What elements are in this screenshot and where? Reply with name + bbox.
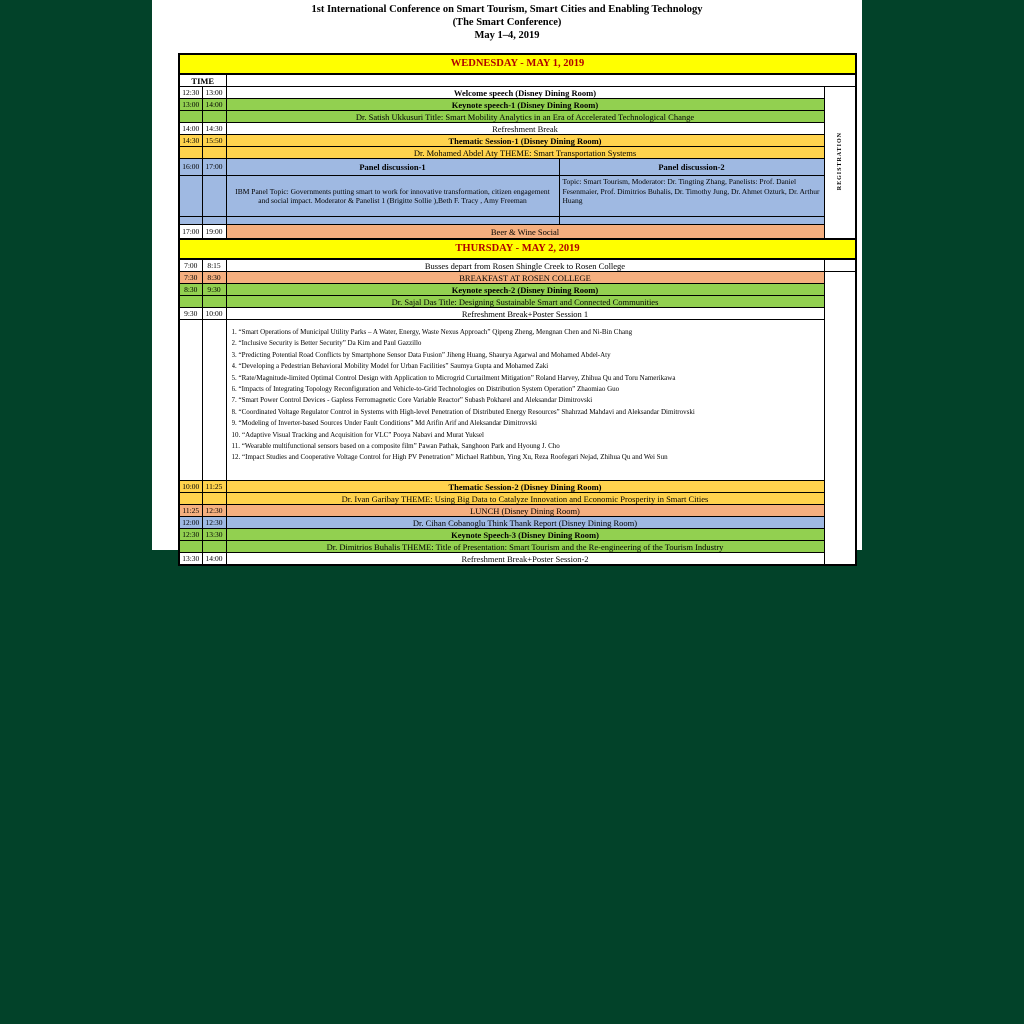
time-end-cell: 8:30 [202, 272, 226, 284]
thursday-header-row [179, 239, 856, 259]
poster-item: 8. “Coordinated Voltage Regulator Control in Systems with High-level Penetration of Distributed Energy Resources” Shahrzad Mahdavi and Aleksandar Dimitrovski [231, 407, 695, 416]
conference-title [152, 0, 862, 42]
keynote3-row [179, 529, 856, 541]
time-header-row [179, 74, 856, 87]
time-start-cell [179, 217, 202, 225]
breakfast-row [179, 272, 856, 284]
keynote3-title-row [179, 541, 856, 553]
registration-label: REGISTRATION [836, 132, 843, 191]
keynote2-title-row [179, 296, 856, 308]
time-end-cell: 10:00 [202, 308, 226, 320]
time-start-cell [179, 541, 202, 553]
time-start-cell [179, 320, 202, 481]
time-start-cell [179, 147, 202, 159]
poster-session-row [179, 320, 856, 481]
time-start-cell: 16:00 [179, 159, 202, 176]
event-cell: Thematic Session-2 (Disney Dining Room) [226, 481, 824, 493]
conference-title-line2: (The Smart Conference) [452, 17, 562, 28]
event-cell: Dr. Satish Ukkusuri Title: Smart Mobility Analytics in an Era of Accelerated Technological Change [226, 111, 824, 123]
registration-cell [824, 87, 856, 240]
time-start-cell: 14:30 [179, 135, 202, 147]
poster-list [226, 320, 824, 481]
thursday-header: THURSDAY - MAY 2, 2019 [179, 239, 856, 259]
time-end-cell [202, 493, 226, 505]
right-spacer-cell [824, 259, 856, 272]
time-start-cell: 7:30 [179, 272, 202, 284]
time-end-cell [202, 541, 226, 553]
time-start-cell: 13:30 [179, 553, 202, 566]
time-end-cell: 14:30 [202, 123, 226, 135]
panel-spacer-row [179, 217, 856, 225]
time-start-cell: 13:00 [179, 99, 202, 111]
right-empty-column [824, 272, 856, 566]
document-page [152, 0, 862, 564]
panel2-body-cell: Topic: Smart Tourism, Moderator: Dr. Tingting Zhang, Panelists: Prof. Daniel Fesenmaier, Prof. Dimitrios Buhalis, Dr. Timothy Jung, Dr. Ahmet Ozturk, Dr. Arthur Huang [559, 176, 824, 217]
panel2-header-cell: Panel discussion-2 [559, 159, 824, 176]
time-start-cell: 11:25 [179, 505, 202, 517]
time-end-cell: 11:25 [202, 481, 226, 493]
event-cell: Dr. Ivan Garibay THEME: Using Big Data to Catalyze Innovation and Economic Prosperity in Smart Cities [226, 493, 824, 505]
panel-body-row [179, 176, 856, 217]
event-cell: Keynote speech-2 (Disney Dining Room) [226, 284, 824, 296]
time-start-cell: 7:00 [179, 259, 202, 272]
refreshment-break-row [179, 123, 856, 135]
event-cell: Dr. Sajal Das Title: Designing Sustainable Smart and Connected Communities [226, 296, 824, 308]
event-cell: Dr. Cihan Cobanoglu Think Thank Report (Disney Dining Room) [226, 517, 824, 529]
time-end-cell: 15:50 [202, 135, 226, 147]
time-start-cell: 12:30 [179, 87, 202, 99]
time-end-cell [202, 296, 226, 308]
poster-item: 7. “Smart Power Control Devices - Gapless Ferromagnetic Core Variable Reactor” Subash Pokharel and Aleksandar Dimitrovski [231, 396, 593, 405]
time-end-cell: 12:30 [202, 505, 226, 517]
panel1-header-cell: Panel discussion-1 [226, 159, 559, 176]
time-end-cell [202, 147, 226, 159]
time-start-cell: 12:30 [179, 529, 202, 541]
event-cell: Keynote speech-1 (Disney Dining Room) [226, 99, 824, 111]
time-start-cell [179, 493, 202, 505]
event-cell: BREAKFAST AT ROSEN COLLEGE [226, 272, 824, 284]
keynote2-row [179, 284, 856, 296]
poster-item: 5. “Rate/Magnitude-limited Optimal Control Design with Application to Microgrid Curtailment Mitigation” Roland Harvey, Zhihua Qu and Toru Namerikawa [231, 373, 676, 382]
event-cell: LUNCH (Disney Dining Room) [226, 505, 824, 517]
time-end-cell [202, 217, 226, 225]
time-column-header: TIME [179, 74, 226, 87]
event-cell: Refreshment Break+Poster Session 1 [226, 308, 824, 320]
time-end-cell: 13:30 [202, 529, 226, 541]
panel1-spacer-cell [226, 217, 559, 225]
wednesday-header-row [179, 54, 856, 74]
conference-title-line3: May 1–4, 2019 [474, 30, 540, 41]
thematic1-row [179, 135, 856, 147]
schedule-table [178, 53, 857, 566]
refreshment-poster1-row [179, 308, 856, 320]
time-end-cell: 9:30 [202, 284, 226, 296]
time-end-cell [202, 320, 226, 481]
poster-item: 1. “Smart Operations of Municipal Utility Parks – A Water, Energy, Waste Nexus Approach” Qipeng Zheng, Mengnan Chen and Ni-Bin Chang [231, 328, 633, 336]
keynote1-row [179, 99, 856, 111]
event-cell: Refreshment Break [226, 123, 824, 135]
time-end-cell: 14:00 [202, 553, 226, 566]
think-tank-row [179, 517, 856, 529]
time-end-cell: 17:00 [202, 159, 226, 176]
poster-item: 6. “Impacts of Integrating Topology Reconfiguration and Vehicle-to-Grid Technologies on Distribution System Operation” Zhaomiao Guo [231, 385, 620, 394]
event-cell: Busses depart from Rosen Shingle Creek to Rosen College [226, 259, 824, 272]
time-start-cell [179, 296, 202, 308]
beer-wine-social-row [179, 225, 856, 240]
event-cell: Thematic Session-1 (Disney Dining Room) [226, 135, 824, 147]
time-end-cell: 8:15 [202, 259, 226, 272]
time-end-cell: 14:00 [202, 99, 226, 111]
keynote1-title-row [179, 111, 856, 123]
poster-item: 10. “Adaptive Visual Tracking and Acquisition for VLC” Pooya Nabavi and Murat Yuksel [231, 430, 484, 439]
poster-item: 2. “Inclusive Security is Better Security” Da Kim and Paul Gazzillo [231, 339, 422, 348]
time-start-cell: 8:30 [179, 284, 202, 296]
time-end-cell [202, 176, 226, 217]
time-end-cell: 19:00 [202, 225, 226, 240]
busses-row [179, 259, 856, 272]
lunch-row [179, 505, 856, 517]
poster-item: 4. “Developing a Pedestrian Behavioral Mobility Model for Urban Facilities” Saumya Gupta and Mohamed Zaki [231, 362, 549, 371]
panel1-body-cell: IBM Panel Topic: Governments putting smart to work for innovative transformation, citizen engagement and social impact. Moderator & Panelist 1 (Brigitte Sollie ),Beth F. Tracy , Amy Freeman [226, 176, 559, 217]
refreshment-poster2-row [179, 553, 856, 566]
event-cell: Dr. Mohamed Abdel Aty THEME: Smart Transportation Systems [226, 147, 824, 159]
time-header-spacer [226, 74, 856, 87]
time-start-cell: 9:30 [179, 308, 202, 320]
event-cell: Keynote Speech-3 (Disney Dining Room) [226, 529, 824, 541]
thematic2-row [179, 481, 856, 493]
event-cell: Dr. Dimitrios Buhalis THEME: Title of Presentation: Smart Tourism and the Re-engineering of the Tourism Industry [226, 541, 824, 553]
poster-item: 3. “Predicting Potential Road Conflicts by Smartphone Sensor Data Fusion” Jiheng Huang, Shaurya Agarwal and Mohamed Abdel-Aty [231, 350, 611, 359]
poster-item: 12. “Impact Studies and Cooperative Voltage Control for High PV Penetration” Michael Rathbun, Ying Xu, Reza Roofegari Nejad, Zhihua Qu and Wei Sun [231, 453, 668, 462]
thematic1-title-row [179, 147, 856, 159]
time-start-cell: 12:00 [179, 517, 202, 529]
poster-item: 9. “Modeling of Inverter-based Sources Under Fault Conditions” Md Arifin Arif and Aleksandar Dimitrovski [231, 419, 537, 428]
time-start-cell [179, 111, 202, 123]
time-end-cell [202, 111, 226, 123]
event-cell: Welcome speech (Disney Dining Room) [226, 87, 824, 99]
wednesday-header: WEDNESDAY - MAY 1, 2019 [179, 54, 856, 74]
conference-title-line1: 1st International Conference on Smart Tourism, Smart Cities and Enabling Technology [311, 4, 703, 15]
time-start-cell: 10:00 [179, 481, 202, 493]
panel-header-row [179, 159, 856, 176]
time-end-cell: 13:00 [202, 87, 226, 99]
welcome-row [179, 87, 856, 99]
time-start-cell [179, 176, 202, 217]
poster-item: 11. “Wearable multifunctional sensors based on a composite film” Pawan Pathak, Sanghoon Park and Hyoung J. Cho [231, 442, 560, 451]
time-end-cell: 12:30 [202, 517, 226, 529]
time-start-cell: 17:00 [179, 225, 202, 240]
event-cell: Refreshment Break+Poster Session-2 [226, 553, 824, 566]
thematic2-title-row [179, 493, 856, 505]
panel2-spacer-cell [559, 217, 824, 225]
event-cell: Beer & Wine Social [226, 225, 824, 240]
time-start-cell: 14:00 [179, 123, 202, 135]
